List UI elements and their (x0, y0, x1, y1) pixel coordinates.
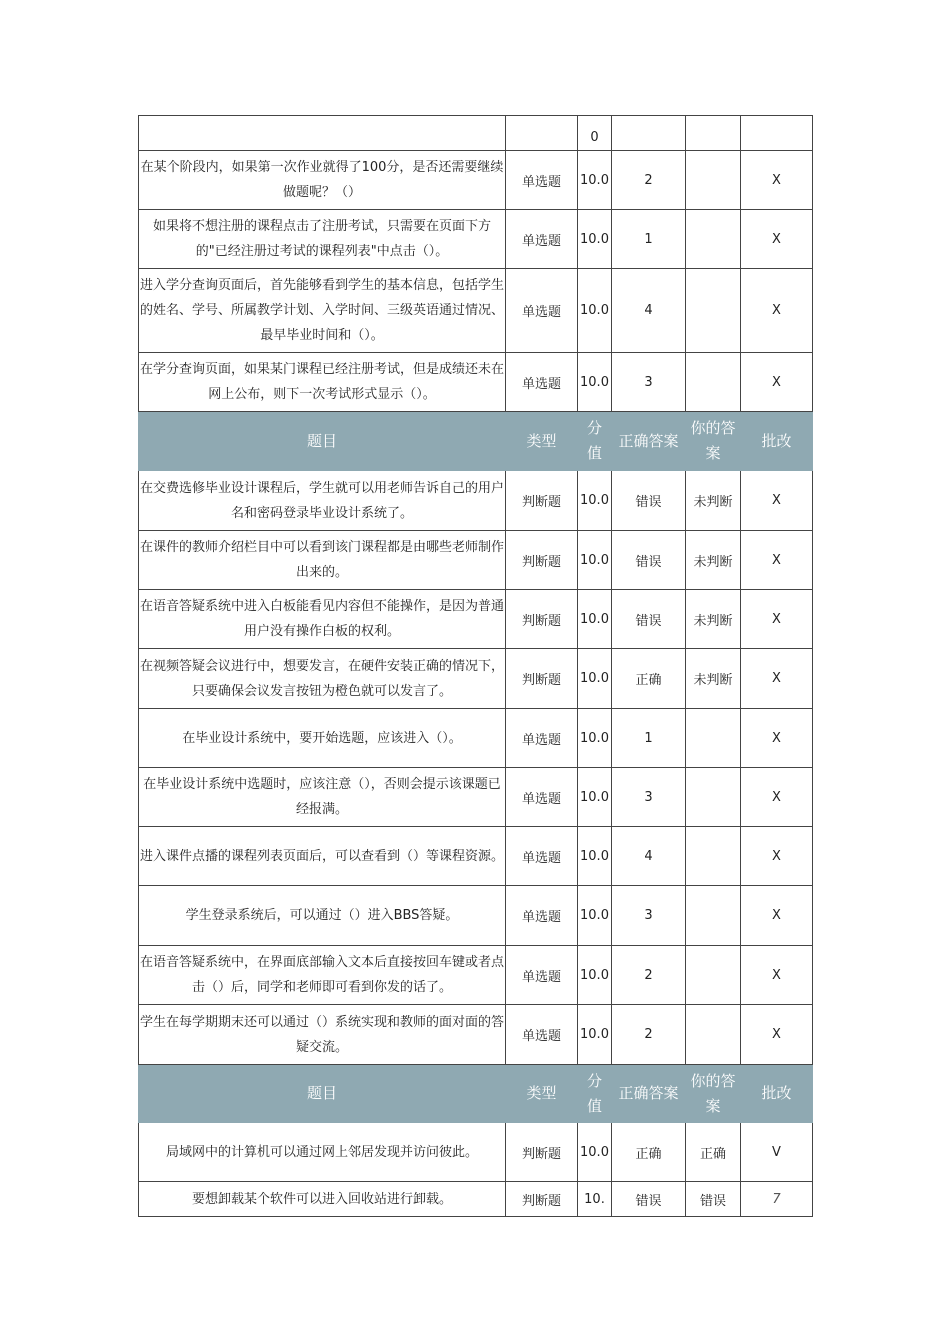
grade-cell: X (741, 946, 813, 1005)
your-answer-cell (686, 1005, 741, 1065)
question-cell (139, 116, 506, 151)
correct-answer-cell: 4 (612, 269, 686, 353)
question-cell: 在毕业设计系统中，要开始选题，应该进入（）。 (139, 709, 506, 768)
question-cell: 在毕业设计系统中选题时，应该注意（），否则会提示该课题已经报满。 (139, 768, 506, 827)
header-correct-answer: 正确答案 (612, 412, 686, 471)
quiz-results-table (138, 115, 813, 1217)
type-cell: 单选题 (506, 768, 578, 827)
correct-answer-cell: 错误 (612, 590, 686, 649)
grade-cell: X (741, 768, 813, 827)
correct-answer-cell: 1 (612, 210, 686, 269)
table-row (139, 886, 813, 946)
score-cell: 10.0 (578, 353, 612, 412)
table-header-row (139, 1065, 813, 1123)
type-cell: 单选题 (506, 886, 578, 946)
correct-answer-cell (612, 116, 686, 151)
type-cell: 判断题 (506, 590, 578, 649)
score-cell: 10. (578, 1182, 612, 1217)
grade-cell: X (741, 531, 813, 590)
table-header-row (139, 412, 813, 471)
correct-answer-cell: 4 (612, 827, 686, 886)
table-row (139, 116, 813, 151)
score-cell: 10.0 (578, 1123, 612, 1182)
score-cell: 10.0 (578, 471, 612, 531)
type-cell: 判断题 (506, 531, 578, 590)
score-cell: 10.0 (578, 886, 612, 946)
your-answer-cell (686, 116, 741, 151)
header-score: 分值 (578, 1065, 612, 1123)
correct-answer-cell: 2 (612, 946, 686, 1005)
table-row (139, 1182, 813, 1217)
question-cell: 在语音答疑系统中进入白板能看见内容但不能操作，是因为普通用户没有操作白板的权利。 (139, 590, 506, 649)
header-correct-answer: 正确答案 (612, 1065, 686, 1123)
correct-answer-cell: 3 (612, 353, 686, 412)
correct-answer-cell: 正确 (612, 1123, 686, 1182)
type-cell: 单选题 (506, 210, 578, 269)
your-answer-cell (686, 210, 741, 269)
score-cell: 10.0 (578, 590, 612, 649)
table-row (139, 827, 813, 886)
grade-cell: X (741, 886, 813, 946)
type-cell: 单选题 (506, 946, 578, 1005)
your-answer-cell: 未判断 (686, 531, 741, 590)
correct-answer-cell: 错误 (612, 531, 686, 590)
score-cell: 10.0 (578, 1005, 612, 1065)
question-cell: 学生在每学期期末还可以通过（）系统实现和教师的面对面的答疑交流。 (139, 1005, 506, 1065)
type-cell: 单选题 (506, 151, 578, 210)
table-row (139, 269, 813, 353)
grade-cell: X (741, 269, 813, 353)
table-row (139, 946, 813, 1005)
your-answer-cell (686, 886, 741, 946)
type-cell: 单选题 (506, 269, 578, 353)
question-cell: 在视频答疑会议进行中，想要发言，在硬件安装正确的情况下，只要确保会议发言按钮为橙色就可以发言了。 (139, 649, 506, 709)
table-row (139, 1005, 813, 1065)
correct-answer-cell: 2 (612, 151, 686, 210)
grade-cell: X (741, 590, 813, 649)
your-answer-cell (686, 768, 741, 827)
your-answer-cell (686, 151, 741, 210)
table-row (139, 1123, 813, 1182)
grade-cell: X (741, 210, 813, 269)
score-cell: 10.0 (578, 210, 612, 269)
your-answer-cell (686, 269, 741, 353)
question-cell: 如果将不想注册的课程点击了注册考试，只需要在页面下方的"已经注册过考试的课程列表"中点击（）。 (139, 210, 506, 269)
correct-answer-cell: 3 (612, 768, 686, 827)
grade-cell: 7 (741, 1182, 813, 1217)
table-row (139, 531, 813, 590)
header-score: 分值 (578, 412, 612, 471)
table-row (139, 151, 813, 210)
header-question: 题目 (139, 412, 506, 471)
correct-answer-cell: 1 (612, 709, 686, 768)
table-row (139, 353, 813, 412)
type-cell: 单选题 (506, 1005, 578, 1065)
type-cell: 单选题 (506, 709, 578, 768)
question-cell: 在学分查询页面，如果某门课程已经注册考试，但是成绩还未在网上公布，则下一次考试形式显示（）。 (139, 353, 506, 412)
table-row (139, 709, 813, 768)
score-cell: 10.0 (578, 649, 612, 709)
question-cell: 在交费选修毕业设计课程后，学生就可以用老师告诉自己的用户名和密码登录毕业设计系统了。 (139, 471, 506, 531)
your-answer-cell: 未判断 (686, 471, 741, 531)
correct-answer-cell: 2 (612, 1005, 686, 1065)
header-grade: 批改 (741, 1065, 813, 1123)
question-cell: 进入课件点播的课程列表页面后，可以查看到（）等课程资源。 (139, 827, 506, 886)
type-cell: 单选题 (506, 353, 578, 412)
your-answer-cell: 未判断 (686, 649, 741, 709)
header-your-answer: 你的答案 (686, 412, 741, 471)
question-cell: 在某个阶段内，如果第一次作业就得了100分，是否还需要继续做题呢？（） (139, 151, 506, 210)
type-cell: 单选题 (506, 827, 578, 886)
your-answer-cell: 未判断 (686, 590, 741, 649)
type-cell: 判断题 (506, 471, 578, 531)
table-row (139, 590, 813, 649)
grade-cell: X (741, 353, 813, 412)
header-type: 类型 (506, 1065, 578, 1123)
question-cell: 在课件的教师介绍栏目中可以看到该门课程都是由哪些老师制作出来的。 (139, 531, 506, 590)
score-cell: 10.0 (578, 768, 612, 827)
score-cell: 10.0 (578, 827, 612, 886)
score-cell: 10.0 (578, 531, 612, 590)
your-answer-cell: 错误 (686, 1182, 741, 1217)
header-question: 题目 (139, 1065, 506, 1123)
your-answer-cell: 正确 (686, 1123, 741, 1182)
score-cell: 10.0 (578, 709, 612, 768)
correct-answer-cell: 3 (612, 886, 686, 946)
type-cell: 判断题 (506, 1123, 578, 1182)
type-cell: 判断题 (506, 649, 578, 709)
header-type: 类型 (506, 412, 578, 471)
grade-cell: X (741, 1005, 813, 1065)
grade-cell: V (741, 1123, 813, 1182)
score-cell: 0 (578, 116, 612, 151)
correct-answer-cell: 错误 (612, 1182, 686, 1217)
grade-cell: X (741, 709, 813, 768)
question-cell: 在语音答疑系统中，在界面底部输入文本后直接按回车键或者点击（）后，同学和老师即可看到你发的话了。 (139, 946, 506, 1005)
grade-cell (741, 116, 813, 151)
correct-answer-cell: 正确 (612, 649, 686, 709)
score-cell: 10.0 (578, 269, 612, 353)
grade-cell: X (741, 151, 813, 210)
question-cell: 学生登录系统后，可以通过（）进入BBS答疑。 (139, 886, 506, 946)
grade-cell: X (741, 827, 813, 886)
your-answer-cell (686, 946, 741, 1005)
your-answer-cell (686, 353, 741, 412)
table-row (139, 649, 813, 709)
table-row (139, 210, 813, 269)
header-grade: 批改 (741, 412, 813, 471)
header-your-answer: 你的答案 (686, 1065, 741, 1123)
grade-cell: X (741, 649, 813, 709)
type-cell: 判断题 (506, 1182, 578, 1217)
table-row (139, 768, 813, 827)
question-cell: 要想卸载某个软件可以进入回收站进行卸载。 (139, 1182, 506, 1217)
your-answer-cell (686, 709, 741, 768)
question-cell: 局域网中的计算机可以通过网上邻居发现并访问彼此。 (139, 1123, 506, 1182)
correct-answer-cell: 错误 (612, 471, 686, 531)
score-cell: 10.0 (578, 946, 612, 1005)
score-cell: 10.0 (578, 151, 612, 210)
your-answer-cell (686, 827, 741, 886)
type-cell (506, 116, 578, 151)
question-cell: 进入学分查询页面后，首先能够看到学生的基本信息，包括学生的姓名、学号、所属教学计划、入学时间、三级英语通过情况、最早毕业时间和（）。 (139, 269, 506, 353)
grade-cell: X (741, 471, 813, 531)
table-row (139, 471, 813, 531)
